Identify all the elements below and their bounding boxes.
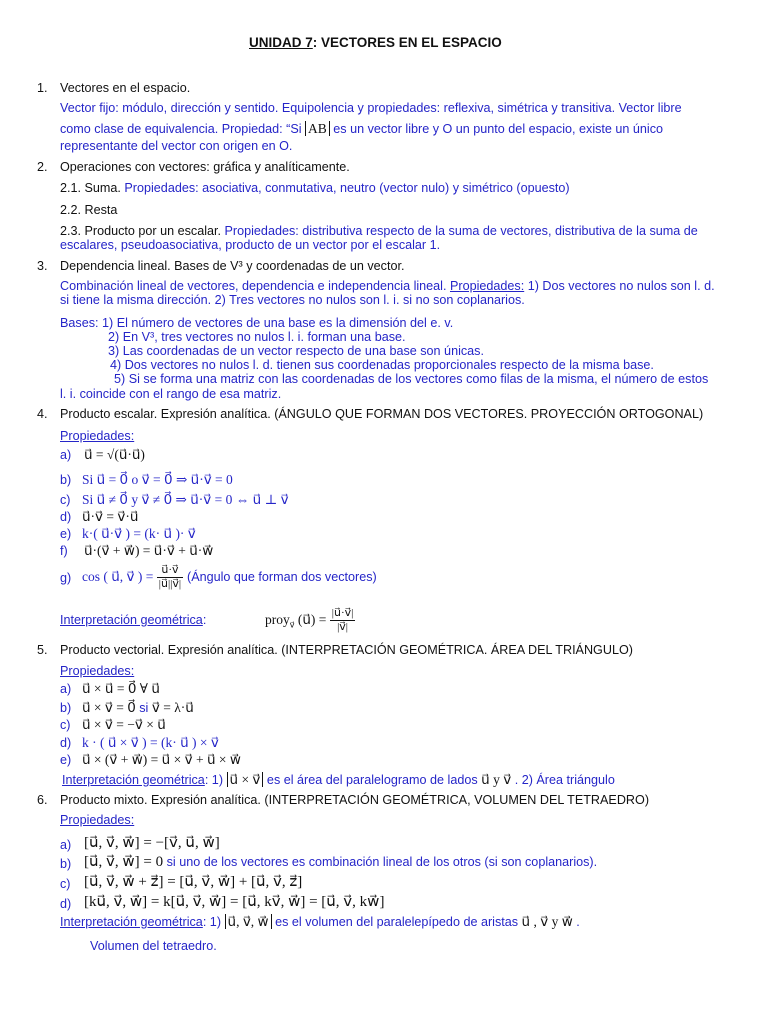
s5-b-part1: u⃗ × v⃗ = 0⃗ [82, 700, 140, 715]
section-2-2: 2.2. Resta [60, 203, 118, 217]
s5-interp-box: u⃗ × v⃗ [227, 772, 264, 787]
proj-fraction [330, 607, 356, 634]
section-2-number: 2. [37, 160, 48, 174]
page-title [249, 35, 502, 50]
s4-interp-colon: : [202, 613, 207, 627]
s5-a-label: a) [60, 682, 72, 696]
s5-e-formula: u⃗ × (v⃗ + w⃗) = u⃗ × v⃗ + u⃗ × w⃗ [82, 752, 241, 767]
s5-interp-vectors: u⃗ y v⃗ [481, 772, 512, 787]
section-3-line-1a: Combinación lineal de vectores, dependencia e independencia lineal. [60, 279, 450, 293]
s4-g-formula [82, 562, 183, 592]
s4-d-label: d) [60, 510, 72, 524]
section-4-props-label: Propiedades: [60, 429, 135, 443]
s4-g-numerator: u⃗·v⃗ [157, 564, 183, 578]
bases-1: Bases: 1) El número de vectores de una base es la dimensión del e. v. [60, 316, 454, 330]
ab-label: AB [308, 121, 327, 136]
section-3-line-2: si tiene la misma dirección. 2) Tres vectores no nulos son l. i. si no son coplanarios. [60, 293, 525, 307]
proj-sub: v⃗ [289, 620, 295, 630]
s5-b-formula [82, 700, 194, 716]
s5-d-label: d) [60, 736, 72, 750]
s4-c-formula: Si u⃗ ≠ 0⃗ y v⃗ ≠ 0⃗ ⇒ u⃗·v⃗ = 0 ⇔ u⃗ ⊥ v⃗ [82, 492, 289, 507]
s4-g-label: g) [60, 571, 72, 585]
s5-interp-2: . 2) Área triángulo [511, 773, 615, 787]
title-unit: UNIDAD 7 [249, 35, 313, 50]
section-6-heading: Producto mixto. Expresión analítica. (INTERPRETACIÓN GEOMÉTRICA, VOLUMEN DEL TETRAEDRO) [60, 793, 650, 807]
section-4-number: 4. [37, 407, 48, 421]
s6-interp-label: Interpretación geométrica [60, 915, 203, 929]
s5-a-formula: u⃗ × u⃗ = 0⃗ ∀ u⃗ [82, 681, 160, 696]
section-6-number: 6. [37, 793, 48, 807]
proj-denominator: |v⃗| [337, 621, 349, 634]
s6-a-label: a) [60, 838, 72, 852]
s6-a-formula: [u⃗, v⃗, w⃗] = −[v⃗, u⃗, w⃗] [84, 835, 220, 851]
s6-interp-vectors: u⃗ , v⃗ y w⃗ [521, 914, 573, 929]
s6-interp-text: es el volumen del paralelepípedo de aristas [271, 915, 522, 929]
proj-numerator: |u⃗·v⃗| [331, 607, 354, 620]
section-1-number: 1. [37, 81, 48, 95]
s4-e-formula: k·( u⃗·v⃗ ) = (k· u⃗ )· v⃗ [82, 526, 196, 541]
s5-interp-label: Interpretación geométrica [62, 773, 205, 787]
s6-b-math: [u⃗, v⃗, w⃗] = 0 [84, 854, 164, 870]
s6-c-formula: [u⃗, v⃗, w⃗ + z⃗] = [u⃗, v⃗, w⃗] + [u⃗, v⃗, z⃗] [84, 874, 303, 890]
s4-e-label: e) [60, 527, 72, 541]
s6-b-label: b) [60, 857, 72, 871]
ab-vector-box [305, 121, 330, 136]
proj-label: proy [265, 612, 290, 627]
title-text: : VECTORES EN EL ESPACIO [312, 35, 502, 50]
bases-6: l. i. coincide con el rango de esa matriz. [60, 387, 282, 401]
s4-c-label: c) [60, 493, 71, 507]
section-1-line-2a: como clase de equivalencia. Propiedad: “Si [60, 122, 302, 136]
s6-interp [60, 914, 580, 930]
s4-a-label: a) [60, 448, 72, 462]
s6-interp-1: : 1) [202, 915, 222, 929]
bases-4: 4) Dos vectores no nulos l. d. tienen sus coordenadas proporcionales respecto de la misma base. [110, 358, 654, 372]
section-3-heading: Dependencia lineal. Bases de V³ y coordenadas de un vector. [60, 259, 405, 273]
s5-b-part2: v⃗ = λ·u⃗ [151, 700, 194, 715]
section-2-1-label: 2.1. Suma. [60, 181, 125, 195]
s4-f-formula: u⃗·(v⃗ + w⃗) = u⃗·v⃗ + u⃗·w⃗ [84, 543, 214, 558]
section-1-line-3: representante del vector con origen en O. [60, 139, 293, 153]
s4-g-denominator: |u⃗||v⃗| [158, 578, 182, 591]
bases-2: 2) En V³, tres vectores no nulos l. i. forman una base. [108, 330, 406, 344]
section-2-1-props: Propiedades: asociativa, conmutativa, neutro (vector nulo) y simétrico (opuesto) [124, 181, 570, 195]
s4-b-label: b) [60, 473, 72, 487]
s6-volume-tetra: Volumen del tetraedro. [90, 939, 217, 953]
s4-g-note: (Ángulo que forman dos vectores) [187, 570, 377, 584]
section-2-3-cont: escalares, pseudoasociativa, producto de un vector por el escalar 1. [60, 238, 441, 252]
section-1-line-2 [60, 121, 663, 137]
section-1-line-2b: es un vector libre y O un punto del espacio, existe un único [333, 122, 664, 136]
section-3-number: 3. [37, 259, 48, 273]
s6-interp-end: . [572, 915, 580, 929]
section-5-number: 5. [37, 643, 48, 657]
s6-d-label: d) [60, 897, 72, 911]
s4-g-cos: cos ( u⃗, v⃗ ) = [82, 569, 154, 584]
s4-interp-label: Interpretación geométrica [60, 613, 203, 627]
section-2-3-label: 2.3. Producto por un escalar. [60, 224, 225, 238]
proj-arg: (u⃗) = [294, 612, 327, 627]
s5-c-formula: u⃗ × v⃗ = −v⃗ × u⃗ [82, 717, 166, 732]
s6-b-text: si uno de los vectores es combinación lineal de los otros (si son coplanarios). [163, 855, 598, 869]
section-2-3 [60, 224, 698, 239]
section-2-heading: Operaciones con vectores: gráfica y analíticamente. [60, 160, 350, 174]
section-3-line-1b: 1) Dos vectores no nulos son l. d. [524, 279, 715, 293]
s6-d-formula: [ku⃗, v⃗, w⃗] = k[u⃗, v⃗, w⃗] = [u⃗, kv⃗, w⃗] = [u⃗, v⃗, kw⃗] [84, 894, 385, 910]
s4-b-formula: Si u⃗ = 0⃗ o v⃗ = 0⃗ ⇒ u⃗·v⃗ = 0 [82, 472, 233, 487]
section-5-heading: Producto vectorial. Expresión analítica. (INTERPRETACIÓN GEOMÉTRICA. ÁREA DEL TRIÁNGULO) [60, 643, 633, 657]
section-6-props-label: Propiedades: [60, 813, 135, 827]
s4-interp [60, 613, 206, 628]
s6-c-label: c) [60, 877, 71, 891]
s5-b-label: b) [60, 701, 72, 715]
s5-interp-text: es el área del paralelogramo de lados [263, 773, 482, 787]
section-3-line-1 [60, 279, 715, 294]
s5-interp [62, 772, 615, 788]
section-2-1 [60, 181, 570, 196]
bases-3: 3) Las coordenadas de un vector respecto de una base son únicas. [108, 344, 484, 358]
s4-g-fraction [157, 564, 183, 591]
s5-b-si: si [139, 701, 152, 715]
s5-d-formula: k · ( u⃗ × v⃗ ) = (k· u⃗ ) × v⃗ [82, 735, 219, 750]
section-3-props-label: Propiedades: [449, 279, 525, 293]
bases-5: 5) Si se forma una matriz con las coordenadas de los vectores como filas de la misma, el número de estos [114, 372, 709, 386]
s6-interp-box: u⃗, v⃗, w⃗ [225, 914, 272, 929]
s6-b-formula [84, 855, 597, 870]
s4-d-formula: u⃗·v⃗ = v⃗·u⃗ [82, 509, 139, 524]
s4-projection [265, 603, 355, 643]
section-1-line-1: Vector fijo: módulo, dirección y sentido. Equipolencia y propiedades: reflexiva, simétrica y transitiva. Vector libre [60, 101, 682, 115]
section-2-3-props: Propiedades: distributiva respecto de la suma de vectores, distributiva de la suma de [224, 224, 698, 238]
s5-c-label: c) [60, 718, 71, 732]
s4-a-formula: u⃗ = √(u⃗·u⃗) [84, 447, 145, 462]
section-5-props-label: Propiedades: [60, 664, 135, 678]
section-4-heading: Producto escalar. Expresión analítica. (ÁNGULO QUE FORMAN DOS VECTORES. PROYECCIÓN ORTOGONAL) [60, 407, 704, 421]
section-1-heading: Vectores en el espacio. [60, 81, 191, 95]
s4-f-label: f) [60, 544, 68, 558]
s5-interp-1: : 1) [204, 773, 224, 787]
s5-e-label: e) [60, 753, 72, 767]
